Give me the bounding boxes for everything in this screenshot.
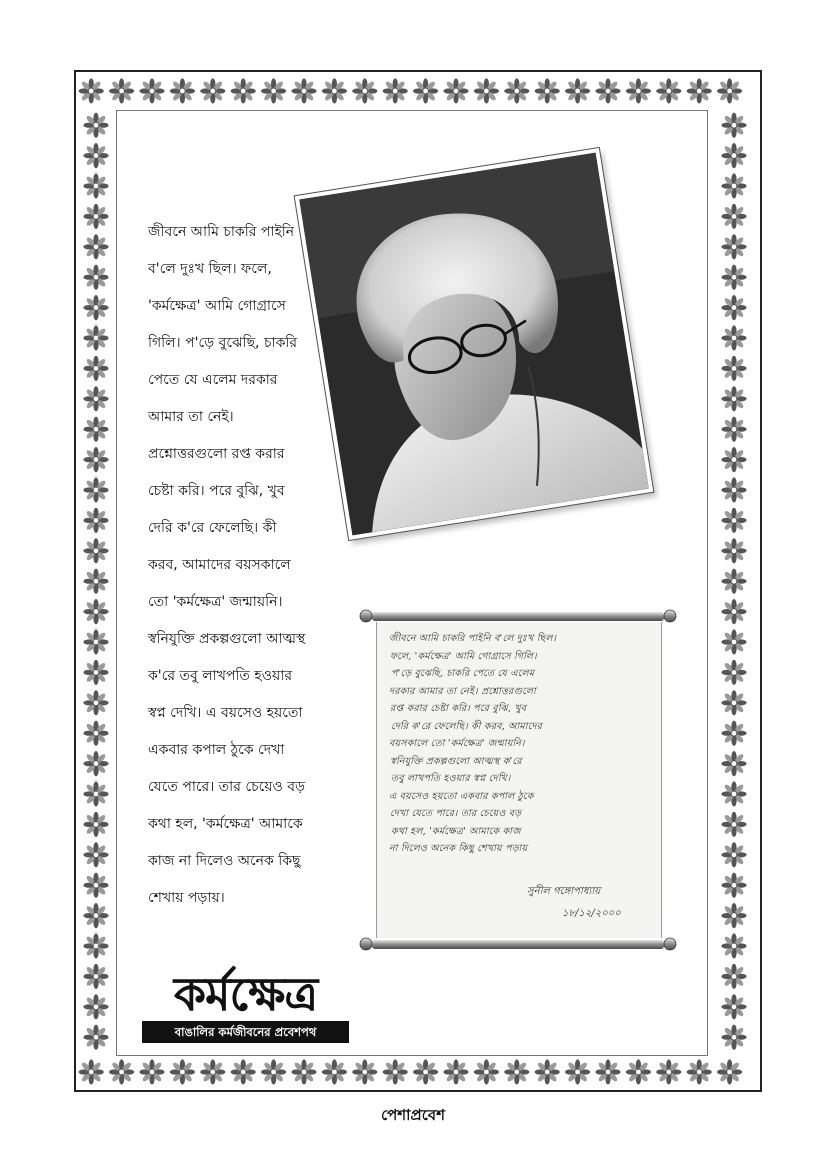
floral-motif-icon: [83, 386, 108, 411]
decorative-border-right: [708, 110, 760, 1054]
floral-motif-icon: [413, 1059, 438, 1084]
floral-motif-icon: [721, 781, 746, 806]
floral-motif-icon: [352, 78, 377, 103]
floral-motif-icon: [83, 721, 108, 746]
floral-motif-icon: [231, 78, 256, 103]
floral-motif-icon: [200, 78, 225, 103]
floral-motif-icon: [721, 356, 746, 381]
floral-motif-icon: [721, 204, 746, 229]
quote-line: আমার তা নেই।: [148, 409, 234, 425]
handwritten-line: দেখা যেতে পারে। তার চেয়েও বড়: [390, 808, 522, 819]
floral-motif-icon: [721, 325, 746, 350]
quote-line: তো 'কর্মক্ষেত্র' জন্মায়নি।: [148, 594, 283, 610]
floral-motif-icon: [83, 143, 108, 168]
floral-motif-icon: [79, 1059, 104, 1084]
floral-motif-icon: [721, 447, 746, 472]
floral-motif-icon: [83, 173, 108, 198]
floral-motif-icon: [504, 1059, 529, 1084]
quote-line: চেষ্টা করি। পরে বুঝি, খুব: [148, 483, 285, 499]
quote-line: স্বপ্ন দেখি। এ বয়সেও হয়তো: [148, 705, 303, 721]
floral-motif-icon: [83, 873, 108, 898]
floral-motif-icon: [717, 78, 742, 103]
floral-motif-icon: [83, 781, 108, 806]
decorative-border-top: [76, 72, 760, 110]
floral-motif-icon: [83, 417, 108, 442]
floral-motif-icon: [687, 78, 712, 103]
logo-title: কর্মক্ষেত্র: [173, 967, 318, 1021]
handwritten-line: দেরি ক'রে ফেলেছি। কী করব, আমাদের: [391, 720, 543, 732]
floral-motif-icon: [595, 78, 620, 103]
decorative-border-left: [76, 110, 116, 1054]
floral-motif-icon: [721, 599, 746, 624]
floral-motif-icon: [352, 1059, 377, 1084]
floral-motif-icon: [721, 812, 746, 837]
floral-motif-icon: [443, 1059, 468, 1084]
floral-motif-icon: [721, 173, 746, 198]
floral-motif-icon: [721, 964, 746, 989]
floral-motif-icon: [139, 1059, 164, 1084]
floral-motif-icon: [721, 569, 746, 594]
floral-motif-icon: [721, 751, 746, 776]
quote-line: দেরি ক'রে ফেলেছি। কী: [148, 520, 277, 536]
quote-line: একবার কপাল ঠুকে দেখা: [148, 742, 285, 758]
floral-motif-icon: [83, 447, 108, 472]
quote-line: গিলি। প'ড়ে বুঝেছি, চাকরি: [148, 335, 298, 351]
quote-line: যেতে পারে। তার চেয়েও বড়: [148, 779, 306, 795]
karmakshetra-logo: [138, 966, 353, 1046]
floral-motif-icon: [721, 994, 746, 1019]
floral-motif-icon: [83, 1025, 108, 1050]
floral-motif-icon: [261, 1059, 286, 1084]
scroll-paper: [376, 622, 662, 938]
scroll-rod-bottom: [358, 936, 678, 952]
floral-motif-icon: [721, 721, 746, 746]
floral-motif-icon: [139, 78, 164, 103]
floral-motif-icon: [565, 1059, 590, 1084]
floral-motif-icon: [83, 751, 108, 776]
floral-motif-icon: [721, 143, 746, 168]
floral-motif-icon: [109, 1059, 134, 1084]
quote-line: ব'লে দুঃখ ছিল। ফলে,: [148, 261, 272, 277]
floral-motif-icon: [721, 842, 746, 867]
handwritten-line: না দিলেও অনেক কিছু শেখায় পড়ায়: [389, 843, 528, 854]
floral-motif-icon: [535, 1059, 560, 1084]
floral-motif-icon: [83, 812, 108, 837]
floral-motif-icon: [721, 477, 746, 502]
floral-motif-icon: [83, 569, 108, 594]
floral-motif-icon: [261, 78, 286, 103]
handwritten-line: কথা হল, 'কর্মক্ষেত্র' আমাকে কাজ: [391, 825, 521, 837]
floral-motif-icon: [83, 477, 108, 502]
quote-line: প্রশ্নোত্তরগুলো রপ্ত করার: [148, 446, 285, 462]
floral-motif-icon: [83, 903, 108, 928]
floral-motif-icon: [687, 1059, 712, 1084]
handwritten-line: জীবনে আমি চাকরি পাইনি ব'লে দুঃখ ছিল।: [389, 633, 557, 644]
floral-motif-icon: [291, 78, 316, 103]
floral-motif-icon: [565, 78, 590, 103]
floral-motif-icon: [626, 1059, 651, 1084]
handwritten-line: রপ্ত করার চেষ্টা করি। পরে বুঝি, খুব: [390, 703, 527, 714]
handwritten-line: ফলে, 'কর্মক্ষেত্র' আমি গোগ্রাসে গিলি।: [390, 650, 537, 662]
quote-line: কাজ না দিলেও অনেক কিছু: [148, 853, 301, 869]
floral-motif-icon: [83, 690, 108, 715]
floral-motif-icon: [83, 599, 108, 624]
floral-motif-icon: [595, 1059, 620, 1084]
floral-motif-icon: [83, 234, 108, 259]
floral-motif-icon: [721, 903, 746, 928]
floral-motif-icon: [656, 1059, 681, 1084]
quote-line: 'কর্মক্ষেত্র' আমি গোগ্রাসে: [148, 298, 286, 314]
floral-motif-icon: [83, 508, 108, 533]
logo-tagline: বাঙালির কর্মজীবনের প্রবেশপথ: [142, 1021, 349, 1043]
floral-motif-icon: [721, 873, 746, 898]
author-portrait-photo: [295, 148, 654, 540]
quote-line: শেখায় পড়ায়।: [148, 890, 225, 906]
floral-motif-icon: [717, 1059, 742, 1084]
handwritten-line: স্বনিযুক্তি প্রকল্পগুলো আত্মস্থ ক'রে: [390, 755, 522, 767]
floral-motif-icon: [383, 1059, 408, 1084]
footer-caption: পেশাপ্রবেশ: [381, 1106, 445, 1124]
floral-motif-icon: [721, 629, 746, 654]
floral-motif-icon: [721, 538, 746, 563]
floral-motif-icon: [83, 842, 108, 867]
handwritten-line: তবু লাখপতি হওয়ার স্বপ্ন দেখি।: [391, 773, 511, 784]
signature-date: ১৮/১২/২০০০: [562, 908, 621, 919]
floral-motif-icon: [83, 538, 108, 563]
floral-motif-icon: [383, 78, 408, 103]
quote-line: স্বনিযুক্তি প্রকল্পগুলো আত্মস্থ: [148, 631, 306, 647]
floral-motif-icon: [721, 265, 746, 290]
author-signature: সুনীল গঙ্গোপাধ্যায়: [527, 886, 601, 897]
floral-motif-icon: [231, 1059, 256, 1084]
floral-motif-icon: [535, 78, 560, 103]
floral-motif-icon: [721, 660, 746, 685]
floral-motif-icon: [721, 234, 746, 259]
quote-line: জীবনে আমি চাকরি পাইনি: [148, 224, 295, 240]
quote-text-block: [148, 214, 348, 917]
floral-motif-icon: [721, 508, 746, 533]
floral-motif-icon: [721, 1025, 746, 1050]
floral-motif-icon: [170, 1059, 195, 1084]
floral-motif-icon: [721, 113, 746, 138]
floral-motif-icon: [200, 1059, 225, 1084]
quote-line: পেতে যে এলেম দরকার: [148, 372, 278, 388]
floral-motif-icon: [83, 964, 108, 989]
floral-motif-icon: [322, 78, 347, 103]
floral-motif-icon: [170, 78, 195, 103]
floral-motif-icon: [474, 1059, 499, 1084]
floral-motif-icon: [83, 994, 108, 1019]
floral-motif-icon: [83, 295, 108, 320]
quote-line: ক'রে তবু লাখপতি হওয়ার: [148, 668, 293, 684]
decorative-border-bottom: [76, 1054, 760, 1090]
handwritten-line: বয়সকালে তো 'কর্মক্ষেত্র' জন্মায়নি।: [389, 738, 525, 749]
floral-motif-icon: [721, 295, 746, 320]
floral-motif-icon: [83, 325, 108, 350]
handwritten-line: এ বয়সেও হয়তো একবার কপাল ঠুকে: [389, 790, 534, 802]
floral-motif-icon: [79, 78, 104, 103]
floral-motif-icon: [413, 78, 438, 103]
floral-motif-icon: [721, 417, 746, 442]
floral-motif-icon: [322, 1059, 347, 1084]
quote-line: করব, আমাদের বয়সকালে: [148, 557, 291, 573]
floral-motif-icon: [721, 690, 746, 715]
floral-motif-icon: [443, 78, 468, 103]
floral-motif-icon: [83, 629, 108, 654]
floral-motif-icon: [83, 204, 108, 229]
floral-motif-icon: [474, 78, 499, 103]
handwritten-line: প'ড়ে বুঝেছি, চাকরি পেতে যে এলেম: [391, 668, 535, 679]
floral-motif-icon: [721, 386, 746, 411]
floral-motif-icon: [504, 78, 529, 103]
floral-motif-icon: [83, 265, 108, 290]
floral-motif-icon: [109, 78, 134, 103]
floral-motif-icon: [83, 933, 108, 958]
handwritten-note-scroll: [358, 608, 678, 952]
floral-motif-icon: [721, 933, 746, 958]
floral-motif-icon: [626, 78, 651, 103]
handwritten-line: দরকার আমার তা নেই। প্রশ্নোত্তরগুলো: [389, 685, 536, 697]
floral-motif-icon: [291, 1059, 316, 1084]
floral-motif-icon: [656, 78, 681, 103]
floral-motif-icon: [83, 660, 108, 685]
quote-line: কথা হল, 'কর্মক্ষেত্র' আমাকে: [148, 816, 303, 832]
floral-motif-icon: [83, 113, 108, 138]
floral-motif-icon: [83, 356, 108, 381]
